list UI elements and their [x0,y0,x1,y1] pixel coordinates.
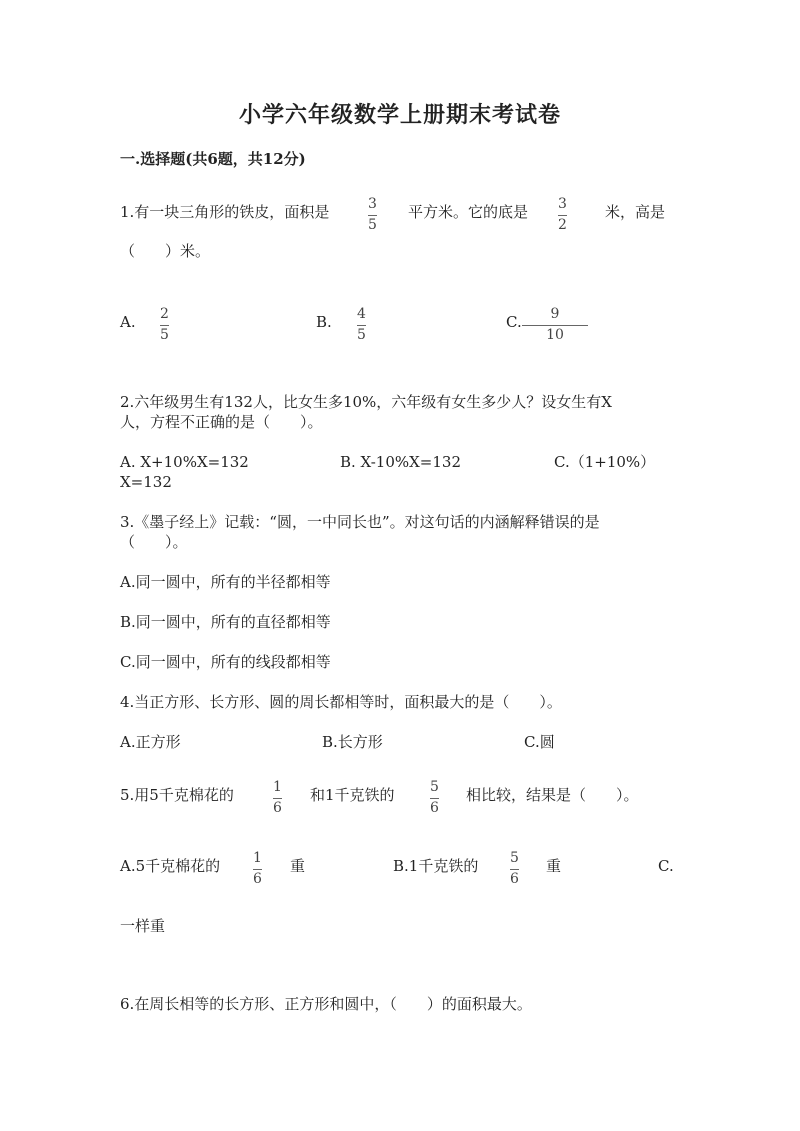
numerator: 4 [357,306,366,322]
q3-option-a[interactable]: A.同一圆中，所有的半径都相等 [120,573,331,591]
q1-option-a-label[interactable]: A. [120,313,136,331]
q2-option-c-continued: X=132 [120,473,172,491]
q5-option-a[interactable]: A.5千克棉花的 [120,857,221,875]
q1-stem-b: 平方米。它的底是 [408,203,529,221]
q5-fraction-1 [273,779,282,817]
q1-option-a-fraction [160,306,169,344]
q1-stem-d: （ ）米。 [120,242,211,260]
denominator: 6 [430,800,439,816]
q1-option-c-label[interactable]: C. [506,313,522,331]
q2-option-b[interactable]: B. X-10%X=132 [340,453,461,471]
section-heading: 一.选择题(共6题，共12分) [120,150,306,168]
denominator: 6 [510,871,519,887]
q3-line-2: （ ）。 [120,533,188,551]
denominator: 6 [253,871,262,887]
q5-option-b[interactable]: B.1千克铁的 [393,857,479,875]
denominator: 5 [357,327,366,343]
q5-stem-b: 和1千克铁的 [310,786,395,804]
q1-option-b-fraction [357,306,366,344]
q1-stem-c: 米，高是 [605,203,666,221]
q4-option-c[interactable]: C.圆 [524,733,555,751]
q5-option-a-fraction [253,850,262,888]
q5-option-c[interactable]: C. [658,857,674,875]
denominator: 5 [160,327,169,343]
denominator: 5 [368,217,377,233]
denominator: 6 [273,800,282,816]
q4-option-b[interactable]: B.长方形 [322,733,383,751]
q3-option-c[interactable]: C.同一圆中，所有的线段都相等 [120,653,331,671]
q2-line-1: 2.六年级男生有132人，比女生多10%，六年级有女生多少人？设女生有X [120,393,612,411]
q1-stem-a: 1.有一块三角形的铁皮，面积是 [120,203,330,221]
q5-option-b-suffix: 重 [546,857,562,875]
q2-option-c[interactable]: C.（1+10%） [554,453,656,471]
numerator: 5 [510,850,519,866]
q2-option-a[interactable]: A. X+10%X=132 [120,453,249,471]
q3-line-1: 3.《墨子经上》记载：“圆，一中同长也”。对这句话的内涵解释错误的是 [120,513,600,531]
numerator: 5 [430,779,439,795]
q3-option-b[interactable]: B.同一圆中，所有的直径都相等 [120,613,331,631]
q2-line-2: 人，方程不正确的是（ ）。 [120,413,323,431]
numerator: 1 [273,779,282,795]
denominator: 2 [558,217,567,233]
numerator: 3 [558,196,567,212]
q5-fraction-2 [430,779,439,817]
q5-stem-a: 5.用5千克棉花的 [120,786,234,804]
numerator: 1 [253,850,262,866]
q5-option-a-suffix: 重 [290,857,306,875]
q1-area-fraction [368,196,377,234]
q5-stem-c: 相比较，结果是（ ）。 [466,786,639,804]
q4-stem: 4.当正方形、长方形、圆的周长都相等时，面积最大的是（ ）。 [120,693,562,711]
q1-option-b-label[interactable]: B. [316,313,332,331]
q1-option-c-fraction [522,306,588,344]
numerator: 9 [550,306,560,322]
q4-option-a[interactable]: A.正方形 [120,733,181,751]
numerator: 2 [160,306,169,322]
denominator: 10 [546,327,564,343]
q5-option-b-fraction [510,850,519,888]
numerator: 3 [368,196,377,212]
q5-option-c-continued: 一样重 [120,917,166,935]
q1-base-fraction [558,196,567,234]
page-title: 小学六年级数学上册期末考试卷 [238,102,561,128]
q6-stem: 6.在周长相等的长方形、正方形和圆中，（ ）的面积最大。 [120,995,532,1013]
